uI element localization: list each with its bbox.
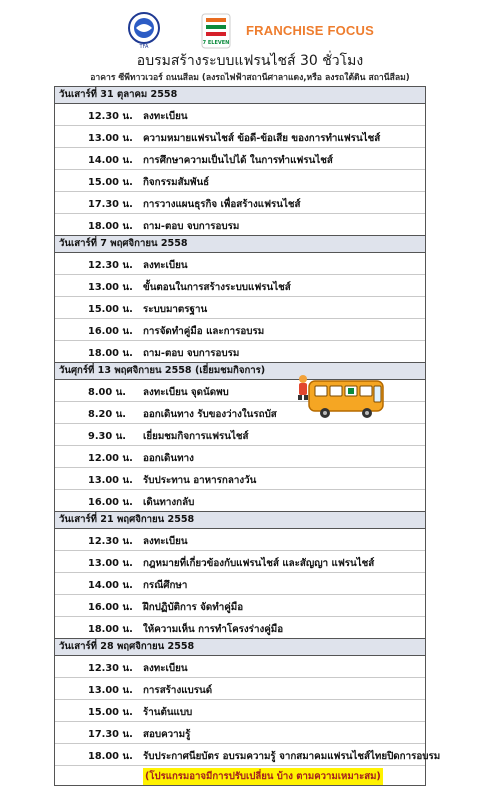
row-activity: รับประทาน อาหารกลางวัน [143,475,257,486]
schedule-row [55,700,425,722]
day-block-4 [55,511,425,638]
row-time: 18.00 น. [88,751,133,762]
schedule-row [55,722,425,744]
tfa-logo-icon [124,10,164,50]
row-activity: กิจกรรมสัมพันธ์ [143,177,210,188]
schedule-table [54,86,441,786]
row-activity: เยี่ยมชมกิจการแฟรนไชส์ [143,431,249,442]
row-activity: ออกเดินทาง รับของว่างในรถบัส [143,409,277,420]
row-time: 8.00 น. [88,387,127,398]
row-time: 18.00 น. [88,624,133,635]
row-activity: ลงทะเบียน [143,663,188,674]
schedule-row [55,319,425,341]
row-time: 18.00 น. [88,221,133,232]
venue-line: อาคาร ซีพีทาวเวอร์ ถนนสีลม (ลงรถไฟฟ้าสถานีศาลาแดง,หรือ ลงรถใต้ดิน สถานีสีลม) [90,73,410,83]
schedule-row [55,341,425,362]
bus-icon [307,377,387,421]
row-time: 12.30 น. [88,536,133,547]
row-time: 13.00 น. [88,133,133,144]
row-time: 17.30 น. [88,729,133,740]
schedule-row [55,148,425,170]
schedule-row [55,595,425,617]
row-activity: รับประกาศนียบัตร อบรมความรู้ จากสมาคมแฟรนไชส์ไทยปิดการอบรม [143,751,441,762]
schedule-row [55,214,425,235]
note-row [55,766,425,785]
schedule-row [55,446,425,468]
row-activity: การจัดทำคู่มือ และการอบรม [143,326,265,337]
row-time: 17.30 น. [88,199,133,210]
row-time: 15.00 น. [88,177,133,188]
row-time: 16.00 น. [88,602,133,613]
svg-text:7 ELEVEN: 7 ELEVEN [202,40,230,46]
schedule-row [55,104,425,126]
svg-text:TFA: TFA [139,44,149,50]
day-block-5 [55,638,441,785]
franchise-focus-logo: FRANCHISE FOCUS [246,23,374,38]
row-activity: ลงทะเบียน [143,260,188,271]
day-block-1 [55,86,425,235]
row-activity: การวางแผนธุรกิจ เพื่อสร้างแฟรนไชส์ [143,199,301,210]
row-time: 18.00 น. [88,348,133,359]
row-activity: ออกเดินทาง [143,453,194,464]
schedule-row [55,253,425,275]
row-activity: กรณีศึกษา [143,580,188,591]
day-header: วันเสาร์ที่ 7 พฤศจิกายน 2558 [55,235,425,253]
row-activity: ถาม-ตอบ จบการอบรม [143,221,240,232]
row-time: 16.00 น. [88,326,133,337]
schedule-row [55,275,425,297]
day-header: วันศุกร์ที่ 13 พฤศจิกายน 2558 (เยี่ยมชมกิจการ) [55,362,425,380]
row-activity: ร้านต้นแบบ [143,707,193,718]
schedule-row [55,468,425,490]
schedule-row [55,192,425,214]
row-activity: ระบบมาตรฐาน [143,304,208,315]
schedule-row [55,126,425,148]
logo-strip [0,8,500,52]
day-header: วันเสาร์ที่ 28 พฤศจิกายน 2558 [55,638,425,656]
row-time: 13.00 น. [88,475,133,486]
row-time: 8.20 น. [88,409,127,420]
row-activity: ให้ความเห็น การทำโครงร่างคู่มือ [143,624,284,635]
schedule-row [55,678,425,700]
row-time: 13.00 น. [88,558,133,569]
row-time: 14.00 น. [88,580,133,591]
row-time: 12.30 น. [88,260,133,271]
schedule-row [55,617,425,638]
row-time: 9.30 น. [88,431,127,442]
row-activity: ลงทะเบียน [143,536,188,547]
row-time: 12.00 น. [88,453,133,464]
row-time: 15.00 น. [88,304,133,315]
row-activity: ขั้นตอนในการสร้างระบบแฟรนไชส์ [143,282,291,293]
row-time: 15.00 น. [88,707,133,718]
row-activity: ลงทะเบียน [143,111,188,122]
schedule-row [55,744,441,766]
schedule-row [55,656,425,678]
row-activity: ความหมายแฟรนไชส์ ข้อดี-ข้อเสีย ของการทำแฟรนไชส์ [143,133,381,144]
row-activity: กฎหมายที่เกี่ยวข้องกับแฟรนไชส์ และสัญญา แฟรนไชส์ [143,558,375,569]
row-activity: ลงทะเบียน จุดนัดพบ [143,387,229,398]
row-time: 13.00 น. [88,685,133,696]
row-time: 14.00 น. [88,155,133,166]
row-time: 16.00 น. [88,497,133,508]
page-title: อบรมสร้างระบบแฟรนไชส์ 30 ชั่วโมง [136,53,364,69]
seven-eleven-logo-icon [201,13,231,49]
row-activity: ถาม-ตอบ จบการอบรม [143,348,240,359]
program-change-note: (โปรแกรมอาจมีการปรับเปลี่ยน บ้าง ตามความเหมาะสม) [143,768,383,785]
row-time: 12.30 น. [88,111,133,122]
schedule-row [55,551,425,573]
schedule-row [55,170,425,192]
row-activity: การสร้างแบรนด์ [143,685,213,696]
day-header: วันเสาร์ที่ 21 พฤศจิกายน 2558 [55,511,425,529]
schedule-row [55,573,425,595]
day-block-2 [55,235,425,362]
schedule-row [55,424,425,446]
schedule-row [55,297,425,319]
row-activity: ฝึกปฏิบัติการ จัดทำคู่มือ [143,602,244,613]
row-activity: สอบความรู้ [143,729,191,740]
row-activity: การศึกษาความเป็นไปได้ ในการทำแฟรนไชส์ [143,155,333,166]
schedule-row [55,529,425,551]
schedule-row [55,490,425,511]
day-header: วันเสาร์ที่ 31 ตุลาคม 2558 [55,86,425,104]
row-time: 12.30 น. [88,663,133,674]
row-activity: เดินทางกลับ [143,497,195,508]
row-time: 13.00 น. [88,282,133,293]
